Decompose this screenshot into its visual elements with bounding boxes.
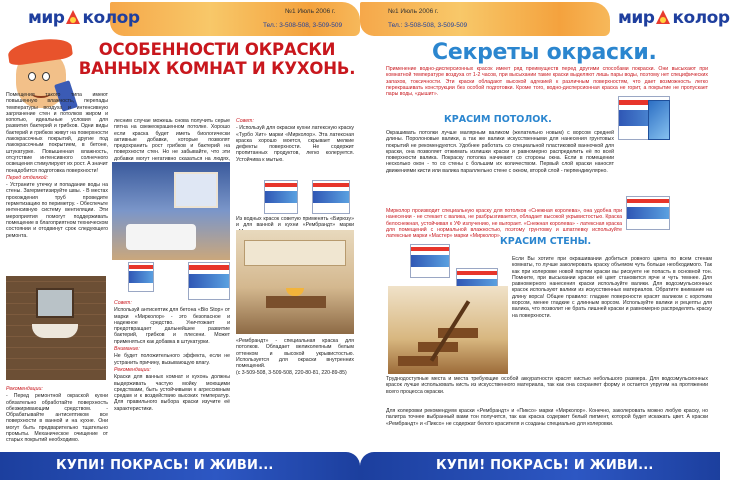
- brushes-text: Труднодоступные места и места требующие особой аккуратности красят кистью небольшого размера. Для водоэмульсионных красок лучше использовать кисть из искусственного материала, так как она сохраняет форму и остается упругим на протяжении всего процесса окраски.: [386, 376, 708, 395]
- body-text: Используй антисептик для бетона «Bio Stop» от марки «Мирколор» - это безопасное и надежное средство. Уничтожает и предотвращает дальнейшее развитие бактерий, грибков и плесени. Может применяться как добавка в штукатурки.: [114, 307, 230, 345]
- brand-triangle-icon: [65, 10, 81, 26]
- left-page: [0, 0, 360, 480]
- brand-triangle-icon: [655, 10, 671, 26]
- contact-text: (с 3-509-508, 3-509-508, 220-80-81, 220-89-85): [236, 370, 347, 377]
- paint-can-image: [312, 180, 350, 214]
- body-text: - Устраните утечку и попадание воды на стены. Загерметизируйте швы. - В местах прохождения труб проведите герметизацию по периметру. - Обеспечьте интенсивную систему вентиляции. Эти мероприятия помогут поддерживать помещение в благоприятном техническом состоянии и отодвинут срок следующего ремонта.: [6, 182, 108, 239]
- body-text: Краски для ванных комнат и кухонь должны выдерживать частую мойку моющими средствами, быть устойчивыми к агрессивным средам и к воздействию высоких температур. Для правильного выбора краски изучите её характеристики.: [114, 374, 230, 412]
- staircase-interior-photo: [388, 286, 508, 374]
- header: [0, 0, 360, 38]
- article-column-2-bottom: [114, 300, 230, 413]
- ceiling-product-note: Мирколор производит специальную краску для потолков «Снежная королева», она удобна при нанесении - не стекает с валика, не разбрызгивается, обладает высокой укрывистостью. Краска белоснежная, устойчивая к УФ излучению, не выгорает. «Снежная королева» - латексная краска для помещений с нормальной влажностью, поэтому грунтовку и шпатлевку используйте латексные марки «Мастер» марки «Мирколор».: [386, 208, 622, 240]
- intro-text: Применение водно-дисперсионных красок имеет ряд преимуществ перед другими способами покраски. Они высыхают при комнатной температуре воздуха от 1-2 часов, при высыхании такие краски выделяют лишь пары воды, поэтому нет специфических запахов, токсичности. Эти краски обладают высокой адгезией к различным поверхностям, что дает возможность легко перекрашивать конструкции без особой подготовки. Кроме того, водно-дисперсионная краска не горит, а покрытие не пропускает пары воды, «дышит».: [386, 66, 708, 98]
- body-text: «Рембрандт» - специальная краска для потолков. Обладает великолепным белым оттенком и высокой укрывистостью. Используется для окраски внутренних помещений.: [236, 338, 354, 370]
- walls-text: Если Вы хотите при окрашивании добиться ровного цвета по всем стенам комнаты, то лучше заколеровать краску объемом чуть больше необходимого. Так как при колеровке новой партии краски вы рискуете не попасть в основной тон. Помните, при высыхании краски её цвет становится ярче и чуть темнее. Для равномерного нанесения краски используйте валики. Для водоэмульсионных красок используют валики из искусственных материалов. Обратите внимание на длину ворса! Общее правило: гладкие поверхности красят валиком с коротким ворсом, менее гладкие с длинным ворсом. Используйте валики и рецепты для валика, что позволит не брать лишней краски и равномерно распределять краску на поверхности.: [512, 256, 712, 319]
- page-title: ОСОБЕННОСТИ ОКРАСКИ ВАННЫХ КОМНАТ И КУХОНЬ.: [78, 40, 356, 78]
- contact-phone: Тел.: 3-508-508, 3-509-509: [388, 22, 468, 29]
- body-text: лесним случае можешь снова получить серые пятна на свежеокрашенном потолке. Хорошо если краска будет иметь биологически активные добавки, которые позволят предохранить рост грибков и бактерий на поверхности стен. Но не забывайте, что эти добавки могут негативно сказаться на людях,: [114, 118, 230, 162]
- subheading: Рекомендации:: [114, 366, 151, 373]
- body-text: - Используй для окраски кухни латексную краску «Турбо Хит» марки «Мирколор». Эта латексная краска хорошо моется, скрывает мелкие дефекты поверхности. Не содержит пропитанных продуктов, легко колеруется. Устойчива к мытью.: [236, 125, 354, 163]
- brand-name-part1: мир: [28, 8, 65, 28]
- brand-logo: [618, 8, 730, 28]
- contact-phone: Тел.: 3-508-508, 3-509-509: [263, 22, 343, 29]
- paint-can-image: [626, 196, 670, 230]
- slogan-banner: КУПИ! ПОКРАСЬ! И ЖИВИ...: [360, 452, 720, 480]
- paint-can-image: [264, 180, 298, 214]
- header: [360, 0, 730, 38]
- subheading: Рекомендации:: [6, 386, 43, 392]
- kitchen-photo: [236, 230, 354, 334]
- article-column-1: [6, 92, 108, 240]
- section-heading-walls: КРАСИМ СТЕНЫ.: [500, 236, 592, 247]
- brand-name-part2: колор: [672, 8, 730, 28]
- article-column-1-bottom: [6, 386, 108, 445]
- brand-name-part2: колор: [82, 8, 140, 28]
- paint-can-image: [128, 262, 154, 292]
- body-text: Из водных красок советую применять «Бирюзу» и для ванной и кухни «Рембрандт» марки: [236, 216, 354, 229]
- brand-logo: [28, 8, 140, 28]
- issue-number: №1 Июль 2006 г.: [388, 8, 439, 15]
- body-text: Не будет положительного эффекта, если не устранить причину, вызывающую влагу.: [114, 353, 230, 366]
- subheading: Совет:: [236, 118, 254, 124]
- paint-can-image: [410, 244, 450, 278]
- subheading: Внимание:: [114, 346, 140, 353]
- subheading: Совет:: [114, 300, 132, 306]
- body-text: - Перед ремонтной окраской кухни обязательно обработайте поверхность обезжиривающим средством. - Обрабатывайте антисептиком все поверхности в ванной и на кухне. Они могут быть предварительно тщательно промыты. Механическое очищение от старых покрытий необходимо.: [6, 393, 108, 444]
- tinting-text: Для колеровки рекомендуем краски «Рембрандт» и «Пиксо» марки «Мирколор». Конечно, заколеровать можно любую краску, но палитра точнее выбранный вами тон получится, так как краска содержит белый пигмент, которой будет искажать цвет. А краски «Рембрандт» и «Пиксо» не содержат белого красителя и созданы специально для колеровки.: [386, 408, 708, 427]
- bathroom-photo: [112, 162, 230, 260]
- brand-name-part1: мир: [618, 8, 655, 28]
- color-swatch-image: [648, 100, 670, 140]
- subheading: Перед отделкой:: [6, 174, 48, 181]
- ceiling-text: Окрашивать потолки лучше малярным валиком (желательно новым) с ворсом средней длины. Поролоновые валики, а так же валики искусственными для нанесения грунтовых покрытий не рекомендуются. Удобнее работать со специальной пластиковой ванночкой для краски, она позволяет отжимать излишки краски и равномерно распределить её по всей поверхности валика. Покраску потолка начинают со стороны окна. Если в помещении несколько окон - то со стены с большим их количеством. Первый слой краски наносят движениями кисти или валика параллельно стене с окном, второй слой - перпендикулярно.: [386, 130, 614, 174]
- article-column-3-bottom: [236, 338, 354, 378]
- page-title: Секреты окраски.: [432, 40, 657, 65]
- section-heading-ceiling: КРАСИМ ПОТОЛОК.: [444, 114, 552, 125]
- article-column-3: [236, 118, 354, 164]
- issue-number: №1 Июль 2006 г.: [285, 8, 336, 15]
- paint-can-image: [188, 262, 230, 300]
- right-page: [360, 0, 730, 480]
- slogan-banner: КУПИ! ПОКРАСЬ! И ЖИВИ...: [0, 452, 360, 480]
- bathroom-tiles-photo: [6, 276, 106, 380]
- body-text: Помещения такого типа имеют повышенную влажность, перепады температуры воздуха и интенсивную загрязнение стен и потолков жиром и копотью, идеальные условия для развития бактерий и грибков. Одни виды бактерий и грибков живут на поверхности лакокрасочных покрытий, другие под лакокрасочным покрытием, в бетоне, штукатурке. Повышенная влажность, отсутствие интенсивного солнечного освещения стимулируют их рост. А значит понадобится подготовка поверхности!: [6, 92, 108, 174]
